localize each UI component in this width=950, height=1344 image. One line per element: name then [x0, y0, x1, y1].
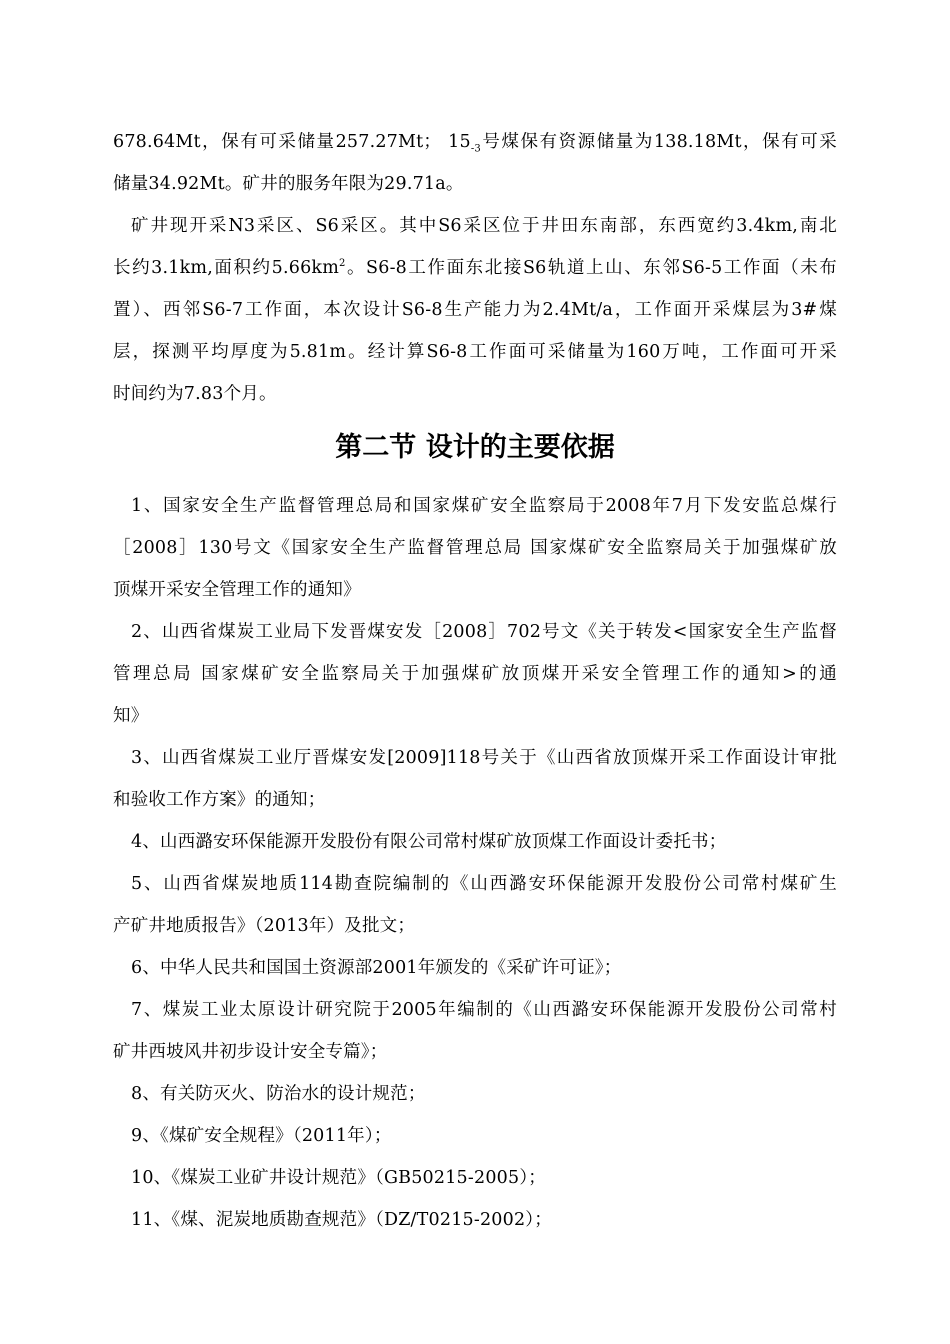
basis-item-2-line-1: 2、山西省煤炭工业局下发晋煤安发［2008］702号文《关于转发<国家安全生产监督	[131, 622, 837, 642]
intro-line-4-text-a: 长约3.1km,面积约5.66km	[113, 258, 339, 278]
basis-item-11: 11、《煤、泥炭地质勘查规范》（DZ/T0215-2002）；	[131, 1210, 552, 1230]
basis-item-1-line-1: 1、国家安全生产监督管理总局和国家煤矿安全监察局于2008年7月下发安监总煤行	[131, 496, 837, 516]
intro-line-4	[113, 254, 837, 282]
intro-line-3: 矿井现开采N3采区、S6采区。其中S6采区位于井田东南部，东西宽约3.4km,南北	[131, 216, 837, 236]
basis-item-1-line-2: ［2008］130号文《国家安全生产监督管理总局 国家煤矿安全监察局关于加强煤矿放	[113, 538, 837, 558]
basis-item-2-line-3: 知》	[113, 706, 149, 726]
intro-line-4-superscript: 2	[339, 258, 346, 270]
intro-line-2: 储量34.92Mt。矿井的服务年限为29.71a。	[113, 174, 464, 194]
intro-line-1-text-a: 678.64Mt，保有可采储量257.27Mt； 15	[113, 132, 471, 152]
basis-item-2-line-2: 管理总局 国家煤矿安全监察局关于加强煤矿放顶煤开采安全管理工作的通知>的通	[113, 664, 837, 684]
intro-line-1-subscript: -3	[470, 143, 481, 155]
section-title: 第二节 设计的主要依据	[335, 432, 615, 463]
basis-item-3-line-1: 3、山西省煤炭工业厅晋煤安发[2009]118号关于《山西省放顶煤开采工作面设计审批	[131, 748, 837, 768]
intro-line-6: 层，探测平均厚度为5.81m。经计算S6-8工作面可采储量为160万吨，工作面可开采	[113, 342, 837, 362]
basis-item-5-line-1: 5、山西省煤炭地质114勘查院编制的《山西潞安环保能源开发股份公司常村煤矿生	[131, 874, 837, 894]
basis-item-7-line-2: 矿井西坡风井初步设计安全专篇》；	[113, 1042, 388, 1062]
basis-item-7-line-1: 7、煤炭工业太原设计研究院于2005年编制的《山西潞安环保能源开发股份公司常村	[131, 1000, 837, 1020]
basis-item-10: 10、《煤炭工业矿井设计规范》（GB50215-2005）；	[131, 1168, 546, 1188]
basis-item-4: 4、山西潞安环保能源开发股份有限公司常村煤矿放顶煤工作面设计委托书；	[131, 832, 727, 852]
basis-item-3-line-2: 和验收工作方案》的通知；	[113, 790, 326, 810]
intro-line-4-text-b: 。S6-8工作面东北接S6轨道上山、东邻S6-5工作面（未布	[345, 258, 837, 278]
intro-line-1	[113, 128, 837, 156]
basis-item-6: 6、中华人民共和国国土资源部2001年颁发的《采矿许可证》；	[131, 958, 622, 978]
basis-item-5-line-2: 产矿井地质报告》（2013年）及批文；	[113, 916, 416, 936]
basis-item-8: 8、有关防灭火、防治水的设计规范；	[131, 1084, 426, 1104]
intro-line-7: 时间约为7.83个月。	[113, 384, 277, 404]
intro-line-1-text-b: 号煤保有资源储量为138.18Mt，保有可采	[481, 132, 837, 152]
basis-item-9: 9、《煤矿安全规程》（2011年）；	[131, 1126, 392, 1146]
intro-line-5: 置）、西邻S6-7工作面，本次设计S6-8生产能力为2.4Mt/a，工作面开采煤层为3#煤	[113, 300, 837, 320]
basis-item-1-line-3: 顶煤开采安全管理工作的通知》	[113, 580, 361, 600]
